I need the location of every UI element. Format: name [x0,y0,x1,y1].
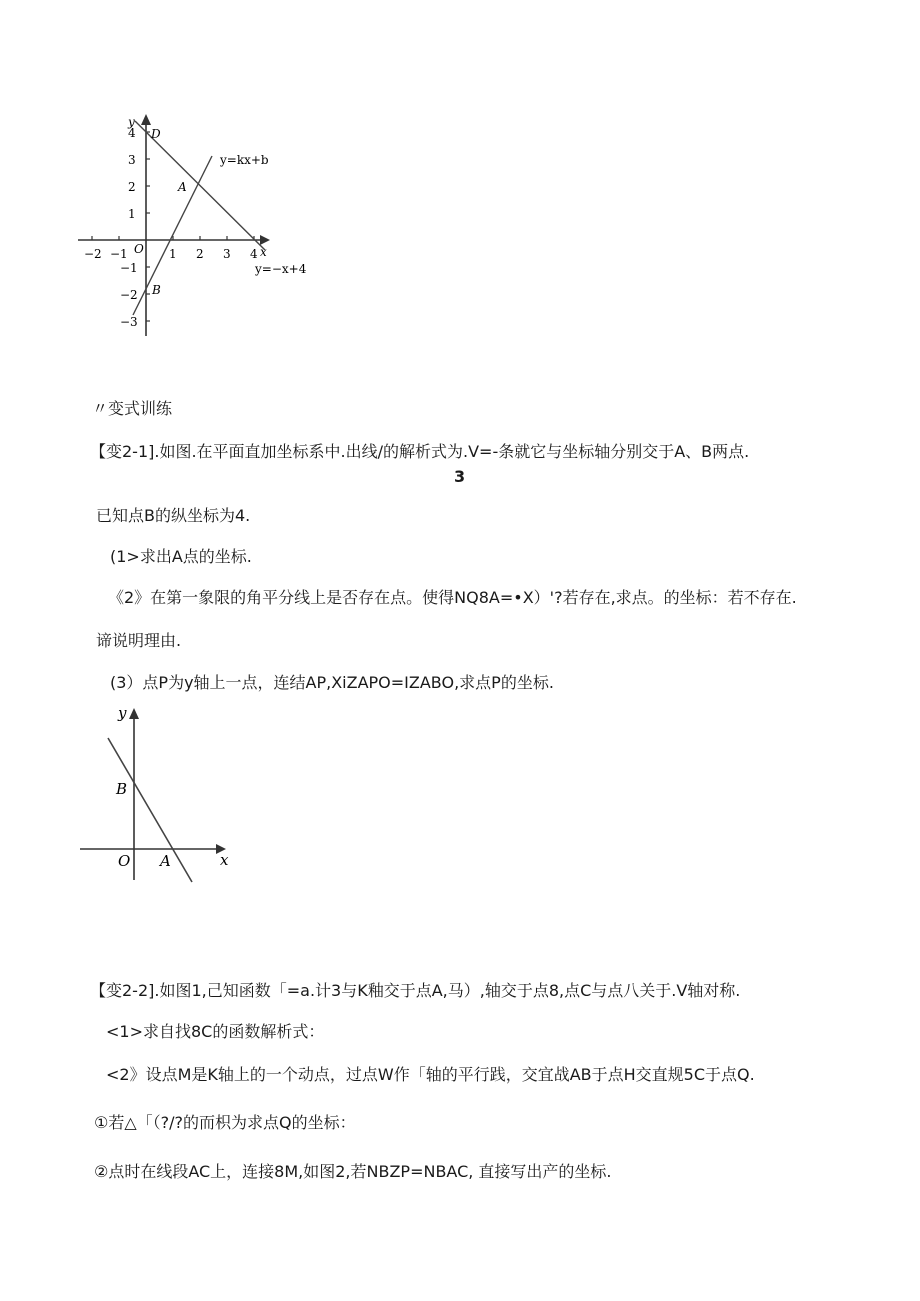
y-tick-label: −2 [120,288,138,302]
x-axis-label: x [260,245,267,259]
q21-part2: 《2》在第一象限的角平分线上是否存在点。使得NQ8A=•X）'?若存在,求点。的坐标：若不存在. [108,588,797,607]
q21-part1: (1>求出A点的坐标. [110,547,252,566]
q22-part2: <2》设点M是K轴上的一个动点，过点W作「轴的平行践，交宜战AB于点H交直规5C于点Q. [106,1065,755,1084]
y-tick-label: −1 [120,261,138,275]
x-tick-label: 3 [223,247,231,261]
q21-fraction-denominator: 3 [454,467,466,486]
figure-2 [76,700,246,885]
line-y-equals-kx-plus-b [133,156,212,315]
point-b-label: B [116,780,128,798]
figure-2-graph [76,700,246,885]
figure-1-graph [70,108,320,343]
q21-part2-continued: 谛说明理由. [96,631,182,650]
q22-part1: <1>求自找8C的函数解析式： [106,1022,325,1041]
line1-equation: y=kx+b [220,153,269,167]
y-tick-label: 2 [128,180,136,194]
x-tick-label: 2 [196,247,204,261]
y-tick-label: 1 [128,207,136,221]
origin-label: O [118,852,131,870]
point-d-label: D [151,127,161,141]
q21-statement: 【变2-1].如图.在平面直加坐标系中.出线/的解析式为.V=-条就它与坐标轴分别交于A、B两点. [90,442,750,461]
y-tick-label: −3 [120,315,138,329]
x-tick-label: 4 [250,247,258,261]
origin-label: O [134,242,144,256]
x-tick-label: 1 [169,247,177,261]
x-axis-label: x [220,851,229,869]
x-tick-label: −2 [84,247,102,261]
point-a-label: A [160,852,171,870]
q22-sub2: ②点时在线段AC上，连接8M,如图2,若NBZP=NBAC, 直接写出产的坐标. [94,1162,612,1181]
q21-part3: (3）点P为y轴上一点，连结AP,XiZAPO=IZABO,求点P的坐标. [110,673,554,692]
y-axis-label: y [118,704,127,722]
figure-1 [70,108,320,343]
point-b-label: B [152,283,161,297]
x-tick-label: −1 [110,247,128,261]
y-axis-label: y [128,115,135,129]
q21-given: 已知点B的纵坐标为4. [96,506,251,525]
y-tick-label: 3 [128,153,136,167]
y-axis-arrow [129,708,139,719]
section-heading: 〃变式训练 [92,399,173,418]
q22-statement: 【变2-2].如图1,己知函数「=a.计3与K釉交于点A,马）,轴交于点8,点C与点八关于.V轴对称. [90,981,741,1000]
q22-sub1: ①若△「（?/?的而枳为求点Q的坐标： [94,1113,356,1132]
x-axis-arrow [260,235,270,245]
line2-equation: y=−x+4 [255,262,307,276]
point-a-label: A [178,180,187,194]
y-tick-label: 4 [128,126,136,140]
y-axis-arrow [141,114,151,125]
